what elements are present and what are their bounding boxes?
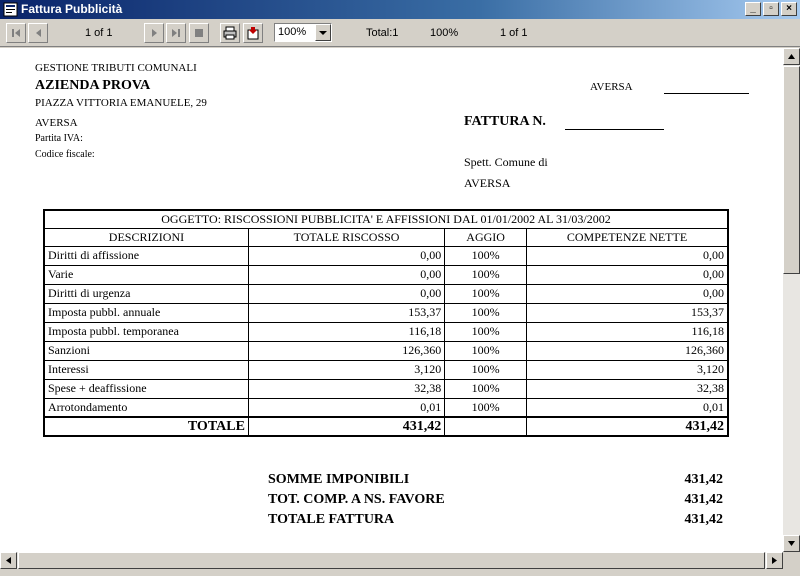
- row-aggio: 100%: [445, 265, 527, 284]
- table-row: [44, 246, 728, 265]
- summary-value: 431,42: [684, 492, 723, 507]
- arrow-up-icon: [784, 49, 799, 64]
- row-description: Arrotondamento: [44, 398, 248, 417]
- first-page-button[interactable]: [6, 23, 26, 43]
- vertical-scrollbar[interactable]: [783, 48, 800, 552]
- row-description: Spese + deaffissione: [44, 379, 248, 398]
- table-subject: OGGETTO: RISCOSSIONI PUBBLICITA' E AFFISSIONI DAL 01/01/2002 AL 31/03/2002: [44, 210, 728, 228]
- row-competenze-nette: 0,01: [527, 398, 728, 417]
- row-competenze-nette: 153,37: [527, 303, 728, 322]
- row-description: Interessi: [44, 360, 248, 379]
- row-description: Diritti di affissione: [44, 246, 248, 265]
- report-page: [0, 48, 783, 552]
- table-row: [44, 265, 728, 284]
- horizontal-scroll-thumb[interactable]: [18, 552, 765, 569]
- row-aggio: 100%: [445, 341, 527, 360]
- recipient-line1: Spett. Comune di: [464, 155, 548, 169]
- total-label: TOTALE: [44, 417, 248, 436]
- zoom-select[interactable]: [274, 23, 332, 42]
- first-page-icon: [9, 26, 23, 40]
- previous-page-icon: [31, 26, 45, 40]
- table-header-row: [44, 228, 728, 246]
- total-row: [44, 417, 728, 436]
- invoice-number-label: FATTURA N.: [464, 114, 546, 129]
- row-totale-riscosso: 153,37: [248, 303, 444, 322]
- vertical-scroll-thumb[interactable]: [783, 66, 800, 274]
- partita-iva-label: Partita IVA:: [35, 133, 83, 144]
- summary-label: SOMME IMPONIBILI: [268, 472, 410, 487]
- printer-icon: [223, 26, 237, 40]
- summary-label: TOT. COMP. A NS. FAVORE: [268, 492, 445, 507]
- arrow-right-icon: [767, 553, 782, 568]
- row-totale-riscosso: 32,38: [248, 379, 444, 398]
- total-aggio: [445, 417, 527, 436]
- total-riscosso: 431,42: [248, 417, 444, 436]
- minimize-button[interactable]: _: [745, 2, 761, 16]
- row-aggio: 100%: [445, 360, 527, 379]
- table-row: [44, 322, 728, 341]
- row-description: Diritti di urgenza: [44, 284, 248, 303]
- row-competenze-nette: 0,00: [527, 265, 728, 284]
- company-city: AVERSA: [35, 117, 78, 129]
- report-viewer[interactable]: [0, 48, 783, 552]
- scroll-left-button[interactable]: [0, 552, 17, 569]
- close-button[interactable]: ×: [781, 2, 797, 16]
- row-aggio: 100%: [445, 284, 527, 303]
- title-bar: [0, 0, 800, 19]
- record-indicator: 1 of 1: [500, 27, 528, 39]
- scrollbar-corner: [783, 552, 800, 576]
- arrow-left-icon: [1, 553, 16, 568]
- stop-icon: [192, 26, 206, 40]
- scroll-down-button[interactable]: [783, 535, 800, 552]
- summary-value: 431,42: [684, 472, 723, 487]
- row-totale-riscosso: 3,120: [248, 360, 444, 379]
- status-strip: [0, 569, 783, 576]
- codice-fiscale-label: Codice fiscale:: [35, 149, 95, 160]
- arrow-down-icon: [784, 536, 799, 551]
- column-header: AGGIO: [445, 228, 527, 246]
- row-competenze-nette: 126,360: [527, 341, 728, 360]
- row-aggio: 100%: [445, 246, 527, 265]
- row-aggio: 100%: [445, 322, 527, 341]
- row-competenze-nette: 116,18: [527, 322, 728, 341]
- table-row: [44, 284, 728, 303]
- column-header: COMPETENZE NETTE: [527, 228, 728, 246]
- table-row: [44, 303, 728, 322]
- header-line1: GESTIONE TRIBUTI COMUNALI: [35, 62, 197, 74]
- table-row: [44, 398, 728, 417]
- scroll-up-button[interactable]: [783, 48, 800, 65]
- last-page-button[interactable]: [166, 23, 186, 43]
- table-row: [44, 379, 728, 398]
- print-button[interactable]: [220, 23, 240, 43]
- recipient-line2: AVERSA: [464, 176, 511, 190]
- row-description: Varie: [44, 265, 248, 284]
- row-aggio: 100%: [445, 303, 527, 322]
- export-button[interactable]: [243, 23, 263, 43]
- report-table: [43, 209, 729, 437]
- row-competenze-nette: 3,120: [527, 360, 728, 379]
- date-line: [664, 93, 749, 94]
- chevron-down-icon: [316, 25, 330, 40]
- summary-value: 431,42: [684, 512, 723, 527]
- row-totale-riscosso: 116,18: [248, 322, 444, 341]
- row-aggio: 100%: [445, 398, 527, 417]
- row-description: Sanzioni: [44, 341, 248, 360]
- row-aggio: 100%: [445, 379, 527, 398]
- table-row: [44, 341, 728, 360]
- column-header: TOTALE RISCOSSO: [248, 228, 444, 246]
- invoice-place: AVERSA: [590, 81, 633, 93]
- row-totale-riscosso: 0,01: [248, 398, 444, 417]
- row-totale-riscosso: 126,360: [248, 341, 444, 360]
- company-name: AZIENDA PROVA: [35, 78, 151, 93]
- export-icon: [246, 26, 260, 40]
- next-page-icon: [147, 26, 161, 40]
- row-totale-riscosso: 0,00: [248, 284, 444, 303]
- next-page-button[interactable]: [144, 23, 164, 43]
- row-competenze-nette: 0,00: [527, 284, 728, 303]
- invoice-number-line: [565, 129, 664, 130]
- row-totale-riscosso: 0,00: [248, 246, 444, 265]
- zoom-value: 100%: [278, 26, 307, 38]
- toolbar: [0, 19, 800, 47]
- summary-label: TOTALE FATTURA: [268, 512, 395, 527]
- row-competenze-nette: 0,00: [527, 246, 728, 265]
- zoom-dropdown-button[interactable]: [315, 24, 331, 41]
- scroll-right-button[interactable]: [766, 552, 783, 569]
- total-nette: 431,42: [527, 417, 728, 436]
- restore-button[interactable]: ▫: [763, 2, 779, 16]
- row-totale-riscosso: 0,00: [248, 265, 444, 284]
- table-row: [44, 360, 728, 379]
- row-description: Imposta pubbl. temporanea: [44, 322, 248, 341]
- app-icon: [3, 2, 18, 17]
- previous-page-button[interactable]: [28, 23, 48, 43]
- row-description: Imposta pubbl. annuale: [44, 303, 248, 322]
- stop-button[interactable]: [189, 23, 209, 43]
- page-indicator: 1 of 1: [85, 27, 113, 39]
- percent-read: 100%: [430, 27, 459, 39]
- horizontal-scrollbar[interactable]: [0, 552, 783, 569]
- row-competenze-nette: 32,38: [527, 379, 728, 398]
- column-header: DESCRIZIONI: [44, 228, 248, 246]
- total-records: Total:1: [366, 27, 399, 39]
- window-title: Fattura Pubblicità: [21, 2, 123, 16]
- last-page-icon: [169, 26, 183, 40]
- company-address: PIAZZA VITTORIA EMANUELE, 29: [35, 97, 207, 109]
